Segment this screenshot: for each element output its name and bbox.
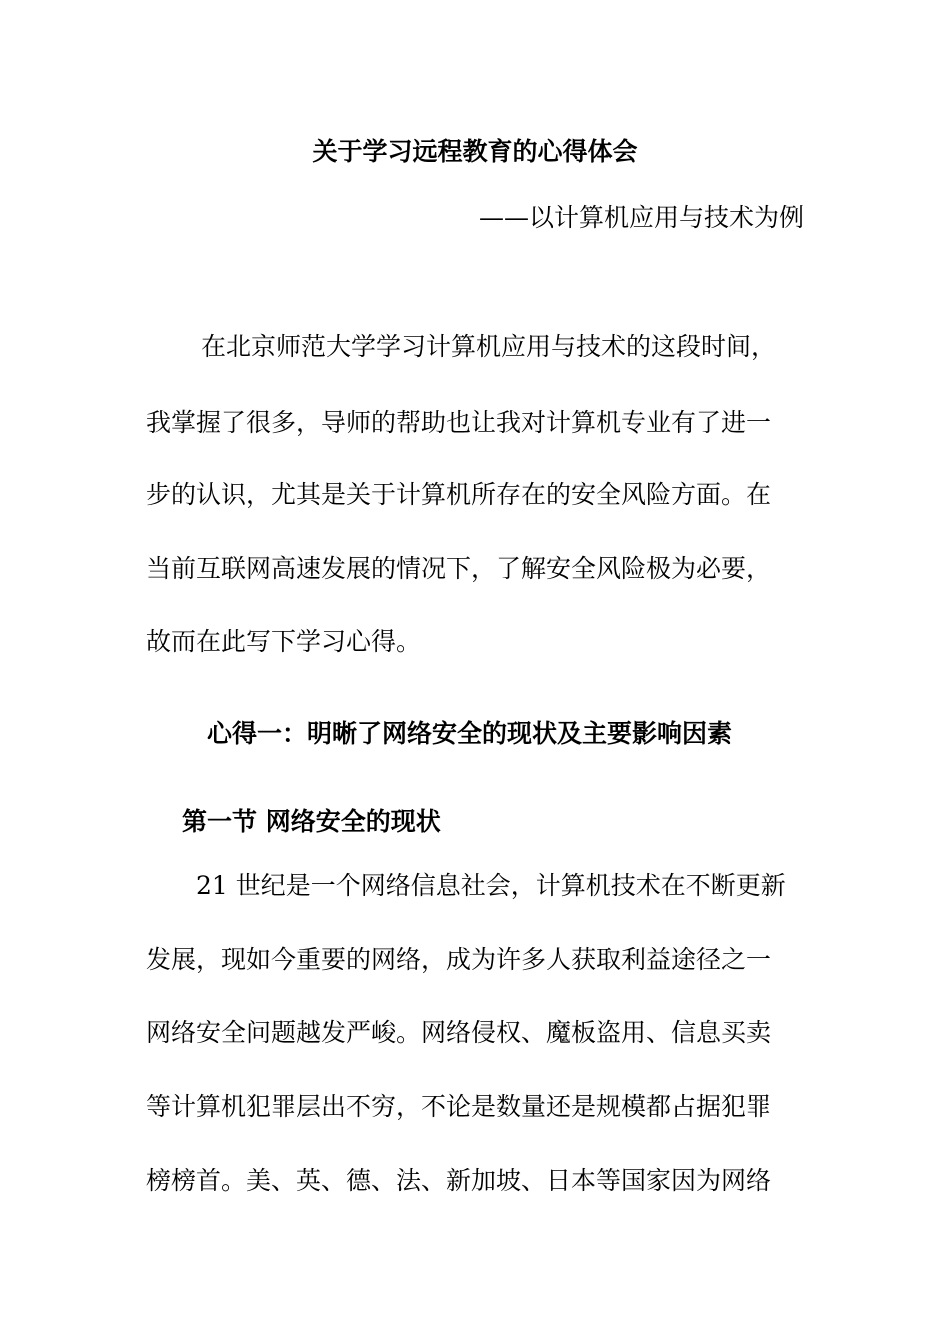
body-line: 网络安全问题越发严峻。网络侵权、魔板盗用、信息买卖 — [146, 1018, 772, 1047]
body-line: 21 世纪是一个网络信息社会，计算机技术在不断更新 — [196, 871, 786, 900]
intro-line: 在北京师范大学学习计算机应用与技术的这段时间， — [201, 332, 777, 361]
document-subtitle: ——以计算机应用与技术为例 — [478, 203, 804, 232]
intro-line: 故而在此写下学习心得。 — [146, 627, 422, 656]
section-heading: 心得一：明晰了网络安全的现状及主要影响因素 — [207, 719, 733, 748]
body-line: 发展，现如今重要的网络，成为许多人获取利益途径之一 — [146, 945, 772, 974]
intro-line: 我掌握了很多，导师的帮助也让我对计算机专业有了进一 — [146, 408, 772, 437]
body-line: 等计算机犯罪层出不穷，不论是数量还是规模都占据犯罪 — [146, 1092, 772, 1121]
document-title: 关于学习远程教育的心得体会 — [312, 137, 638, 166]
subsection-heading: 第一节 网络安全的现状 — [182, 807, 441, 836]
body-line: 榜榜首。美、英、德、法、新加坡、日本等国家因为网络 — [146, 1166, 772, 1195]
intro-line: 步的认识，尤其是关于计算机所存在的安全风险方面。在 — [146, 480, 772, 509]
intro-line: 当前互联网高速发展的情况下，了解安全风险极为必要， — [146, 554, 772, 583]
